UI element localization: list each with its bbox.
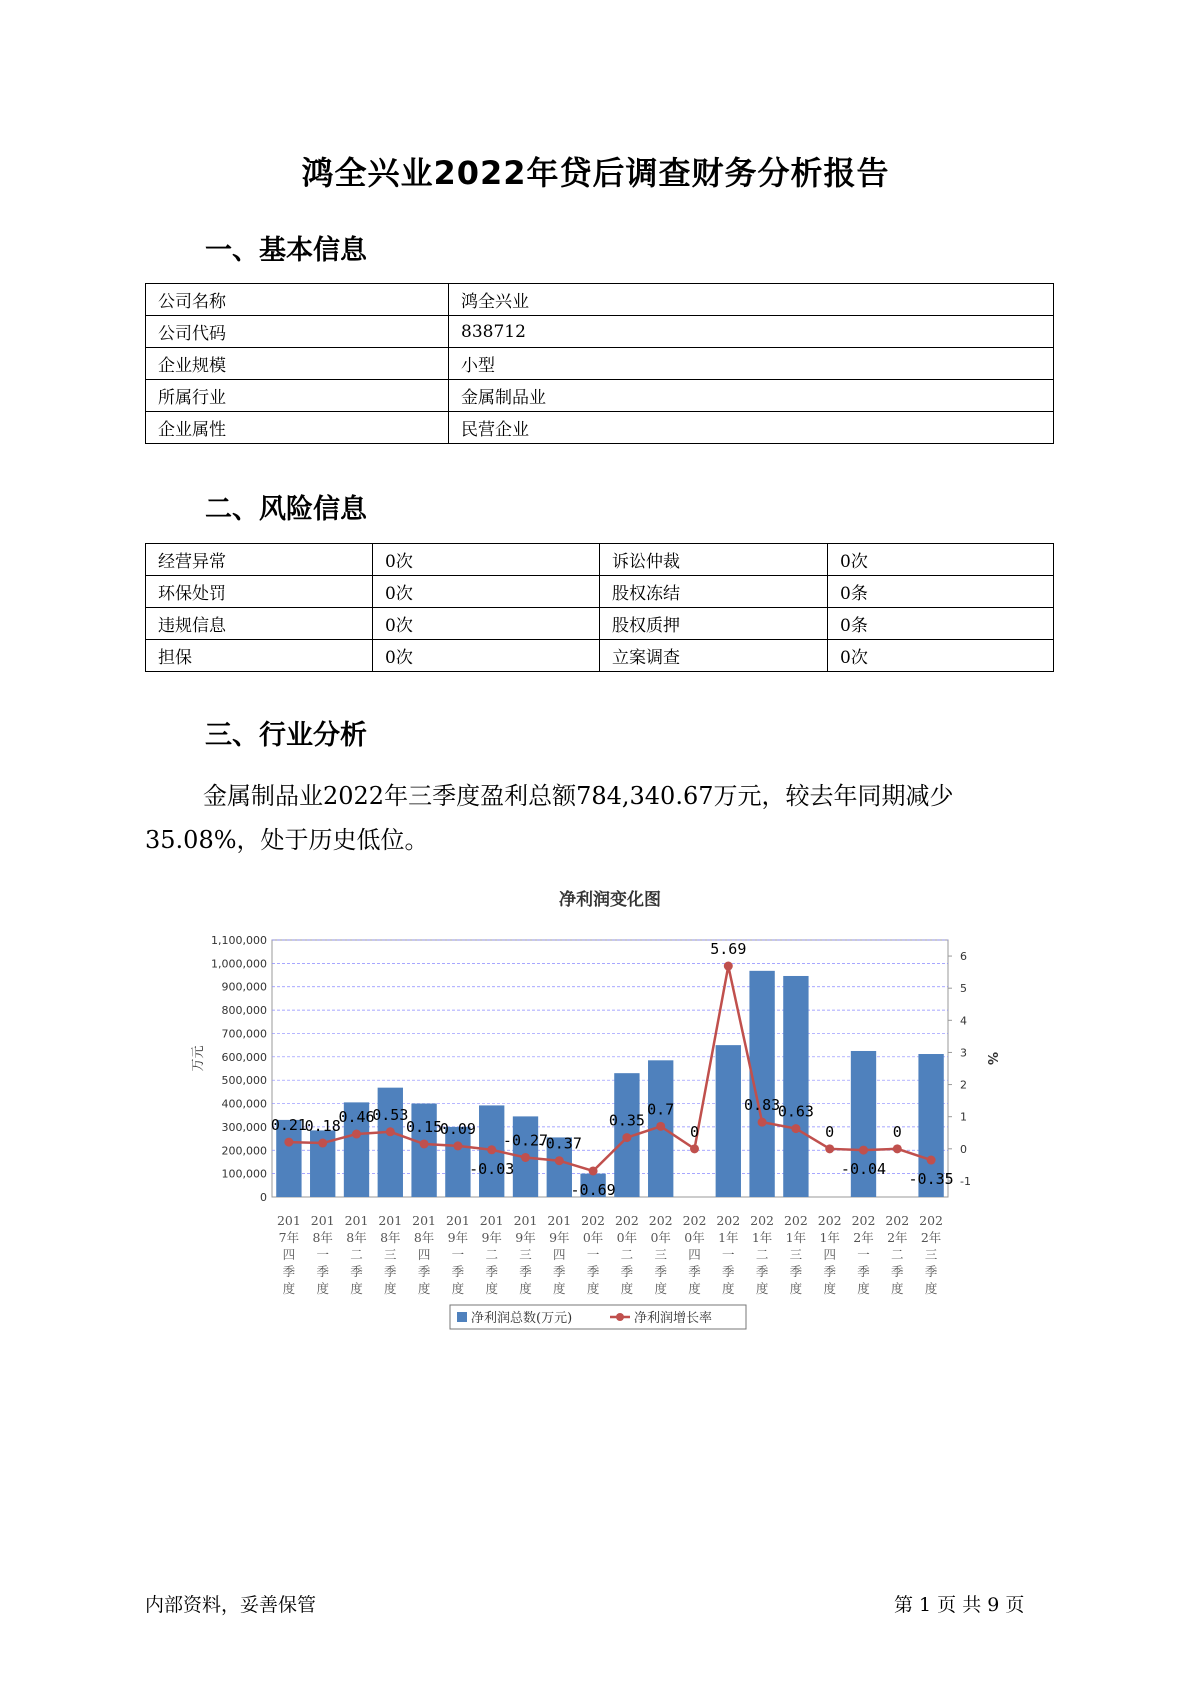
growth-point	[656, 1122, 665, 1131]
legend-bar-label: 净利润总数(万元)	[471, 1311, 573, 1326]
y-tick-label: 900,000	[221, 980, 267, 994]
data-label: 0.21	[270, 1116, 307, 1135]
basic-info-label: 公司名称	[146, 284, 449, 316]
growth-point	[791, 1124, 800, 1133]
y-tick-label: 500,000	[221, 1074, 267, 1088]
y2-axis-label: %	[984, 1051, 999, 1066]
y-tick-label: 100,000	[221, 1167, 267, 1181]
y-tick-label: 700,000	[221, 1027, 267, 1041]
y2-tick-label: 6	[960, 950, 967, 964]
x-tick-label: 202 0年三季度	[648, 1213, 673, 1296]
x-tick-label: 201 8年三季度	[378, 1213, 403, 1296]
data-label: 0	[689, 1122, 700, 1141]
data-label: 0.35	[608, 1111, 645, 1130]
bar	[378, 1088, 403, 1197]
data-label: 0.83	[744, 1096, 781, 1115]
y2-tick-label: 5	[960, 982, 967, 996]
x-tick-label: 201 9年四季度	[547, 1213, 572, 1296]
y-tick-label: 800,000	[221, 1004, 267, 1018]
y-tick-label: 1,100,000	[211, 934, 267, 947]
data-label: -0.04	[840, 1160, 887, 1179]
growth-point	[453, 1141, 462, 1150]
basic-info-label: 企业属性	[146, 412, 449, 444]
data-label: -0.03	[469, 1159, 515, 1178]
growth-point	[622, 1133, 631, 1142]
x-tick-label: 201 7年四季度	[276, 1213, 301, 1296]
footer-left: 内部资料，妥善保管	[145, 1594, 317, 1616]
x-tick-label: 201 8年四季度	[412, 1213, 437, 1296]
x-tick-label: 202 1年四季度	[817, 1213, 842, 1296]
data-label: 0.18	[304, 1117, 341, 1136]
growth-point	[825, 1144, 834, 1153]
risk-info-label: 立案调查	[600, 640, 828, 672]
risk-info-label: 环保处罚	[146, 576, 373, 608]
legend-line-label: 净利润增长率	[634, 1311, 713, 1326]
y2-tick-label: 0	[960, 1142, 967, 1156]
y-tick-label: 400,000	[221, 1097, 267, 1111]
growth-point	[758, 1118, 767, 1127]
x-tick-label: 202 2年一季度	[851, 1213, 876, 1296]
industry-paragraph	[145, 774, 1055, 862]
growth-point	[420, 1139, 429, 1148]
data-label: -0.27	[502, 1131, 549, 1150]
growth-point	[724, 962, 733, 971]
growth-point	[927, 1156, 936, 1165]
basic-info-value: 金属制品业	[449, 380, 1054, 412]
risk-info-row	[146, 576, 1054, 608]
section-heading-risk: 二、风险信息	[205, 494, 367, 525]
x-tick-label: 202 2年三季度	[919, 1213, 944, 1296]
basic-info-value: 民营企业	[449, 412, 1054, 444]
legend-bar-swatch	[457, 1312, 467, 1322]
plot-area	[272, 940, 948, 1197]
y-tick-label: 0	[260, 1191, 267, 1204]
x-tick-label: 201 9年一季度	[445, 1213, 470, 1296]
x-tick-label: 201 9年三季度	[513, 1213, 538, 1296]
industry-text: 金属制品业2022年三季度盈利总额784,340.67万元，较去年同期减少35.08%，处于历史低位。	[145, 782, 954, 854]
growth-point	[487, 1145, 496, 1154]
growth-point	[352, 1130, 361, 1139]
risk-info-row	[146, 608, 1054, 640]
basic-info-row	[146, 284, 1054, 316]
risk-info-row	[146, 544, 1054, 576]
data-label: 0.46	[338, 1108, 375, 1127]
y-tick-label: 200,000	[221, 1144, 267, 1158]
risk-info-value: 0次	[828, 640, 1054, 672]
data-label: 0	[892, 1122, 902, 1141]
y-tick-label: 1,000,000	[211, 957, 267, 971]
growth-point	[521, 1153, 530, 1162]
risk-info-value: 0次	[373, 544, 600, 576]
x-tick-label: 201 8年一季度	[310, 1213, 335, 1296]
data-label: 0.63	[777, 1102, 814, 1121]
risk-info-label: 股权冻结	[600, 576, 828, 608]
x-tick-label: 202 1年二季度	[750, 1213, 775, 1296]
growth-point	[386, 1127, 395, 1136]
bar	[716, 1045, 741, 1197]
risk-info-label: 股权质押	[600, 608, 828, 640]
x-tick-label: 202 0年四季度	[682, 1213, 707, 1296]
growth-point	[318, 1139, 327, 1148]
y2-tick-label: 2	[960, 1078, 967, 1092]
data-label: -0.37	[536, 1134, 582, 1153]
data-label: -0.69	[570, 1180, 616, 1199]
legend-line-marker	[616, 1313, 624, 1321]
risk-info-label: 经营异常	[146, 544, 373, 576]
growth-point	[284, 1138, 293, 1147]
risk-info-value: 0次	[373, 576, 600, 608]
bar	[783, 976, 808, 1197]
y2-tick-label: 1	[960, 1110, 967, 1124]
data-label: 0.09	[439, 1119, 476, 1138]
data-label: 0.7	[647, 1100, 675, 1119]
data-label: 0.15	[406, 1117, 443, 1136]
basic-info-row	[146, 316, 1054, 348]
risk-info-label: 诉讼仲裁	[600, 544, 828, 576]
y2-tick-label: -1	[960, 1174, 971, 1188]
section-heading-basic: 一、基本信息	[205, 235, 367, 266]
x-tick-label: 202 1年三季度	[783, 1213, 808, 1296]
y2-tick-label: 3	[960, 1046, 967, 1060]
risk-info-value: 0次	[373, 640, 600, 672]
basic-info-value: 838712	[449, 316, 1054, 348]
x-tick-label: 202 0年一季度	[581, 1213, 606, 1296]
basic-info-row	[146, 412, 1054, 444]
basic-info-label: 所属行业	[146, 380, 449, 412]
basic-info-value: 小型	[449, 348, 1054, 380]
growth-point	[555, 1156, 564, 1165]
basic-info-label: 公司代码	[146, 316, 449, 348]
x-tick-label: 202 1年一季度	[716, 1213, 741, 1296]
data-label: 0	[825, 1122, 835, 1141]
basic-info-value: 鸿全兴业	[449, 284, 1054, 316]
section-heading-industry: 三、行业分析	[205, 720, 367, 751]
page-number: 第 1 页 共 9 页	[894, 1594, 1025, 1616]
growth-point	[690, 1144, 699, 1153]
risk-info-value: 0次	[828, 544, 1054, 576]
y-tick-label: 300,000	[221, 1120, 267, 1134]
basic-info-row	[146, 348, 1054, 380]
basic-info-table	[145, 283, 1054, 444]
y-tick-label: 600,000	[221, 1050, 267, 1064]
report-title: 鸿全兴业2022年贷后调查财务分析报告	[301, 154, 890, 192]
basic-info-label: 企业规模	[146, 348, 449, 380]
risk-info-value: 0次	[373, 608, 600, 640]
profit-chart	[190, 885, 1020, 1355]
chart-title: 净利润变化图	[559, 890, 661, 910]
growth-point	[893, 1144, 902, 1153]
x-tick-label: 201 8年二季度	[344, 1213, 369, 1296]
risk-info-table	[145, 543, 1054, 672]
x-tick-label: 202 2年二季度	[885, 1213, 910, 1296]
y2-tick-label: 4	[960, 1014, 967, 1028]
y-axis-label: 万元	[191, 1045, 206, 1072]
risk-info-row	[146, 640, 1054, 672]
risk-info-label: 违规信息	[146, 608, 373, 640]
data-label: 0.53	[372, 1105, 409, 1124]
growth-point	[859, 1146, 868, 1155]
x-tick-label: 201 9年二季度	[479, 1213, 504, 1296]
data-label: -0.35	[908, 1170, 954, 1189]
risk-info-value: 0条	[828, 576, 1054, 608]
x-tick-label: 202 0年二季度	[614, 1213, 639, 1296]
risk-info-label: 担保	[146, 640, 373, 672]
basic-info-row	[146, 380, 1054, 412]
growth-point	[589, 1166, 598, 1175]
risk-info-value: 0条	[828, 608, 1054, 640]
data-label: 5.69	[710, 940, 747, 959]
